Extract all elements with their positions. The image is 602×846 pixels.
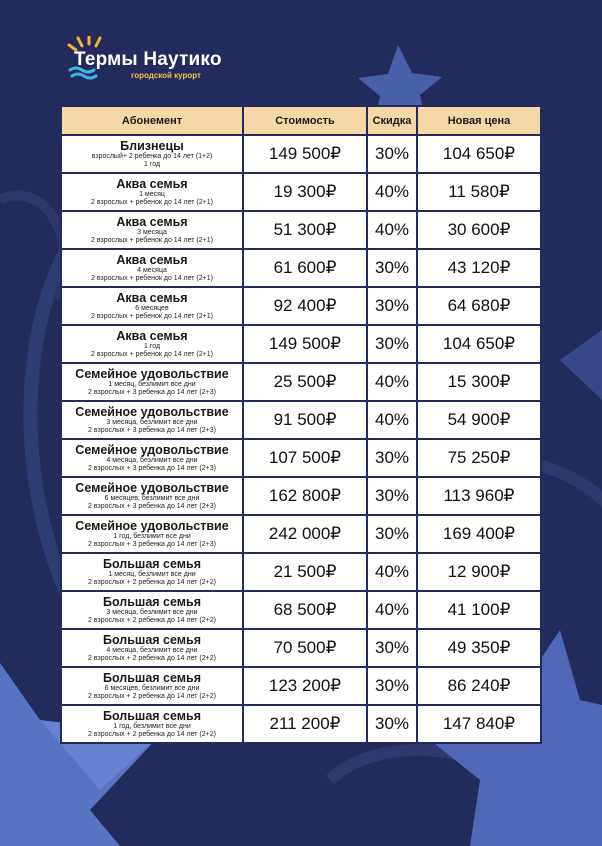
subscription-title: Близнецы	[120, 138, 184, 153]
new-price-cell: 169 400₽	[417, 515, 541, 553]
subscription-title: Большая семья	[102, 594, 202, 609]
subscription-cell	[61, 249, 243, 287]
new-price-cell: 12 900₽	[417, 553, 541, 591]
new-price-cell: 30 600₽	[417, 211, 541, 249]
subscription-detail: 6 месяцев, безлимит все дни	[104, 494, 200, 502]
subscription-detail: 3 месяца	[137, 228, 167, 236]
new-price-cell: 64 680₽	[417, 287, 541, 325]
new-price-cell: 41 100₽	[417, 591, 541, 629]
new-price-cell: 75 250₽	[417, 439, 541, 477]
subscription-detail: 2 взрослых + 2 ребенка до 14 лет (2+2)	[88, 578, 216, 586]
price-cell: 211 200₽	[243, 705, 367, 743]
subscription-cell	[61, 439, 243, 477]
table-row	[61, 439, 541, 477]
subscription-detail: 4 месяца, безлимит все дни	[106, 456, 198, 464]
subscription-detail: 2 взрослых + 2 ребенка до 14 лет (2+2)	[88, 692, 216, 700]
subscription-detail: 2 взрослых + ребенок до 14 лет (2+1)	[91, 274, 213, 282]
discount-cell: 30%	[367, 325, 417, 363]
table-row	[61, 325, 541, 363]
subscription-detail: 1 год	[143, 160, 161, 168]
subscription-cell	[61, 173, 243, 211]
discount-cell: 30%	[367, 705, 417, 743]
price-cell: 91 500₽	[243, 401, 367, 439]
table-row	[61, 629, 541, 667]
subscription-title: Семейное удовольствие	[75, 442, 229, 457]
table-row	[61, 135, 541, 173]
subscription-detail: 2 взрослых + 2 ребенка до 14 лет (2+2)	[88, 654, 216, 662]
discount-cell: 30%	[367, 287, 417, 325]
subscription-title: Семейное удовольствие	[75, 366, 229, 381]
new-price-cell: 11 580₽	[417, 173, 541, 211]
subscription-detail: 6 месяцев	[135, 304, 169, 312]
table-row	[61, 287, 541, 325]
subscription-detail: 2 взрослых + 3 ребенка до 14 лет (2+3)	[88, 540, 216, 548]
discount-cell: 40%	[367, 363, 417, 401]
table-header-row	[61, 106, 541, 135]
subscription-title: Аква семья	[116, 214, 188, 229]
subscription-price-table	[60, 105, 542, 744]
subscription-cell	[61, 629, 243, 667]
discount-cell: 30%	[367, 629, 417, 667]
price-cell: 149 500₽	[243, 135, 367, 173]
subscription-cell	[61, 591, 243, 629]
subscription-title: Аква семья	[116, 252, 188, 267]
price-cell: 21 500₽	[243, 553, 367, 591]
subscription-detail: 1 год	[143, 342, 161, 350]
subscription-cell	[61, 363, 243, 401]
new-price-cell: 86 240₽	[417, 667, 541, 705]
subscription-detail: 2 взрослых + 3 ребенка до 14 лет (2+3)	[88, 426, 216, 434]
discount-cell: 30%	[367, 249, 417, 287]
subscription-title: Большая семья	[102, 708, 202, 723]
table-row	[61, 401, 541, 439]
subscription-cell	[61, 667, 243, 705]
price-cell: 70 500₽	[243, 629, 367, 667]
discount-cell: 30%	[367, 439, 417, 477]
price-cell: 162 800₽	[243, 477, 367, 515]
header-discount: Скидка	[367, 106, 417, 135]
subscription-detail: 4 месяца	[137, 266, 167, 274]
subscription-detail: 2 взрослых + 2 ребенка до 14 лет (2+2)	[88, 730, 216, 738]
brand-name: Термы Наутико	[74, 49, 222, 70]
subscription-detail: взрослый+ 2 ребенка до 14 лет (1+2)	[91, 152, 213, 160]
new-price-cell: 104 650₽	[417, 135, 541, 173]
subscription-detail: 2 взрослых + 3 ребенка до 14 лет (2+3)	[88, 388, 216, 396]
subscription-title: Большая семья	[102, 556, 202, 571]
price-cell: 68 500₽	[243, 591, 367, 629]
price-cell: 123 200₽	[243, 667, 367, 705]
subscription-detail: 2 взрослых + 3 ребенка до 14 лет (2+3)	[88, 502, 216, 510]
subscription-detail: 2 взрослых + 2 ребенка до 14 лет (2+2)	[88, 616, 216, 624]
table-row	[61, 705, 541, 743]
discount-cell: 40%	[367, 553, 417, 591]
subscription-detail: 1 месяц, безлимит все дни	[108, 570, 196, 578]
table-row	[61, 211, 541, 249]
subscription-title: Большая семья	[102, 632, 202, 647]
subscription-title: Семейное удовольствие	[75, 404, 229, 419]
discount-cell: 40%	[367, 401, 417, 439]
subscription-detail: 3 месяца, безлимит все дни	[106, 608, 198, 616]
new-price-cell: 104 650₽	[417, 325, 541, 363]
subscription-cell	[61, 287, 243, 325]
subscription-title: Аква семья	[116, 290, 188, 305]
subscription-cell	[61, 401, 243, 439]
table-row	[61, 249, 541, 287]
discount-cell: 30%	[367, 515, 417, 553]
brand-tagline: городской курорт	[131, 71, 201, 80]
subscription-detail: 4 месяца, безлимит все дни	[106, 646, 198, 654]
table-row	[61, 591, 541, 629]
header-new-price: Новая цена	[417, 106, 541, 135]
new-price-cell: 15 300₽	[417, 363, 541, 401]
discount-cell: 40%	[367, 591, 417, 629]
discount-cell: 40%	[367, 173, 417, 211]
price-cell: 51 300₽	[243, 211, 367, 249]
price-cell: 242 000₽	[243, 515, 367, 553]
subscription-detail: 2 взрослых + ребенок до 14 лет (2+1)	[91, 312, 213, 320]
subscription-title: Семейное удовольствие	[75, 480, 229, 495]
subscription-cell	[61, 553, 243, 591]
new-price-cell: 147 840₽	[417, 705, 541, 743]
subscription-detail: 2 взрослых + ребенок до 14 лет (2+1)	[91, 350, 213, 358]
table-row	[61, 553, 541, 591]
table-row	[61, 667, 541, 705]
header-subscription: Абонемент	[61, 106, 243, 135]
table-row	[61, 173, 541, 211]
price-cell: 61 600₽	[243, 249, 367, 287]
subscription-detail: 2 взрослых + 3 ребенка до 14 лет (2+3)	[88, 464, 216, 472]
price-cell: 149 500₽	[243, 325, 367, 363]
subscription-detail: 1 месяц, безлимит все дни	[108, 380, 196, 388]
subscription-detail: 1 месяц	[139, 190, 165, 198]
subscription-cell	[61, 477, 243, 515]
subscription-detail: 1 год, безлимит все дни	[113, 722, 191, 730]
discount-cell: 40%	[367, 211, 417, 249]
discount-cell: 30%	[367, 135, 417, 173]
price-cell: 107 500₽	[243, 439, 367, 477]
subscription-detail: 1 год, безлимит все дни	[113, 532, 191, 540]
subscription-detail: 2 взрослых + ребенок до 14 лет (2+1)	[91, 198, 213, 206]
discount-cell: 30%	[367, 477, 417, 515]
price-cell: 25 500₽	[243, 363, 367, 401]
subscription-title: Семейное удовольствие	[75, 518, 229, 533]
subscription-detail: 2 взрослых + ребенок до 14 лет (2+1)	[91, 236, 213, 244]
subscription-cell	[61, 325, 243, 363]
price-cell: 92 400₽	[243, 287, 367, 325]
subscription-detail: 6 месяцев, безлимит все дни	[104, 684, 200, 692]
subscription-cell	[61, 211, 243, 249]
subscription-title: Аква семья	[116, 176, 188, 191]
new-price-cell: 54 900₽	[417, 401, 541, 439]
table-row	[61, 363, 541, 401]
subscription-cell	[61, 515, 243, 553]
price-cell: 19 300₽	[243, 173, 367, 211]
subscription-title: Большая семья	[102, 670, 202, 685]
new-price-cell: 43 120₽	[417, 249, 541, 287]
header-price: Стоимость	[243, 106, 367, 135]
subscription-detail: 3 месяца, безлимит все дни	[106, 418, 198, 426]
new-price-cell: 49 350₽	[417, 629, 541, 667]
table-row	[61, 515, 541, 553]
subscription-cell	[61, 135, 243, 173]
subscription-title: Аква семья	[116, 328, 188, 343]
discount-cell: 30%	[367, 667, 417, 705]
new-price-cell: 113 960₽	[417, 477, 541, 515]
subscription-cell	[61, 705, 243, 743]
table-row	[61, 477, 541, 515]
